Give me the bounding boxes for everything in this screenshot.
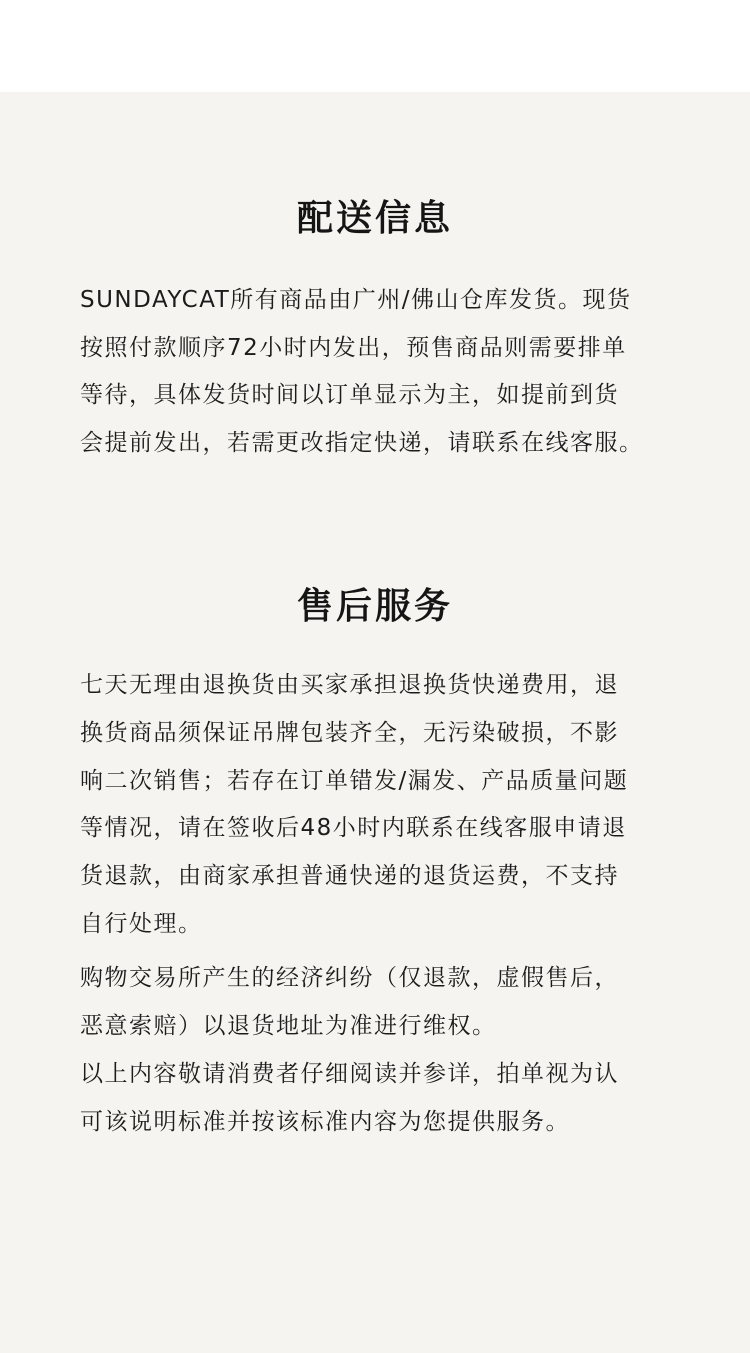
shipping-line: 会提前发出，若需更改指定快递，请联系在线客服。 xyxy=(80,429,644,456)
shipping-line: SUNDAYCAT所有商品由广州/佛山仓库发货。现货 xyxy=(80,287,632,313)
after-sales-line: 七天无理由退换货由买家承担退换货快递费用，退 xyxy=(80,672,619,698)
after-sales-line: 换货商品须保证吊牌包装齐全，无污染破损，不影 xyxy=(80,719,619,746)
after-sales-line: 自行处理。 xyxy=(80,910,203,937)
shipping-line: 按照付款顺序72小时内发出，预售商品则需要排单 xyxy=(80,334,627,361)
after-sales-line: 等情况，请在签收后48小时内联系在线客服申请退 xyxy=(80,815,627,842)
after-sales-line: 可该说明标准并按该标准内容为您提供服务。 xyxy=(80,1109,570,1135)
shipping-title: 配送信息 xyxy=(296,198,453,239)
info-panel xyxy=(0,92,750,1353)
after-sales-line: 恶意索赔）以退货地址为准进行维权。 xyxy=(80,1013,497,1039)
after-sales-line: 以上内容敬请消费者仔细阅读并参详，拍单视为认 xyxy=(80,1061,619,1087)
after-sales-paragraph-2 xyxy=(80,954,690,1146)
after-sales-line: 货退款，由商家承担普通快递的退货运费，不支持 xyxy=(80,863,619,890)
top-white-band xyxy=(0,0,750,92)
shipping-paragraph xyxy=(80,277,690,467)
after-sales-paragraph-1 xyxy=(80,662,690,949)
shipping-line: 等待，具体发货时间以订单显示为主，如提前到货 xyxy=(80,382,619,408)
after-sales-line: 购物交易所产生的经济纠纷（仅退款，虚假售后， xyxy=(80,965,619,991)
after-sales-line: 响二次销售；若存在订单错发/漏发、产品质量问题 xyxy=(80,767,629,794)
after-sales-title: 售后服务 xyxy=(296,586,453,627)
